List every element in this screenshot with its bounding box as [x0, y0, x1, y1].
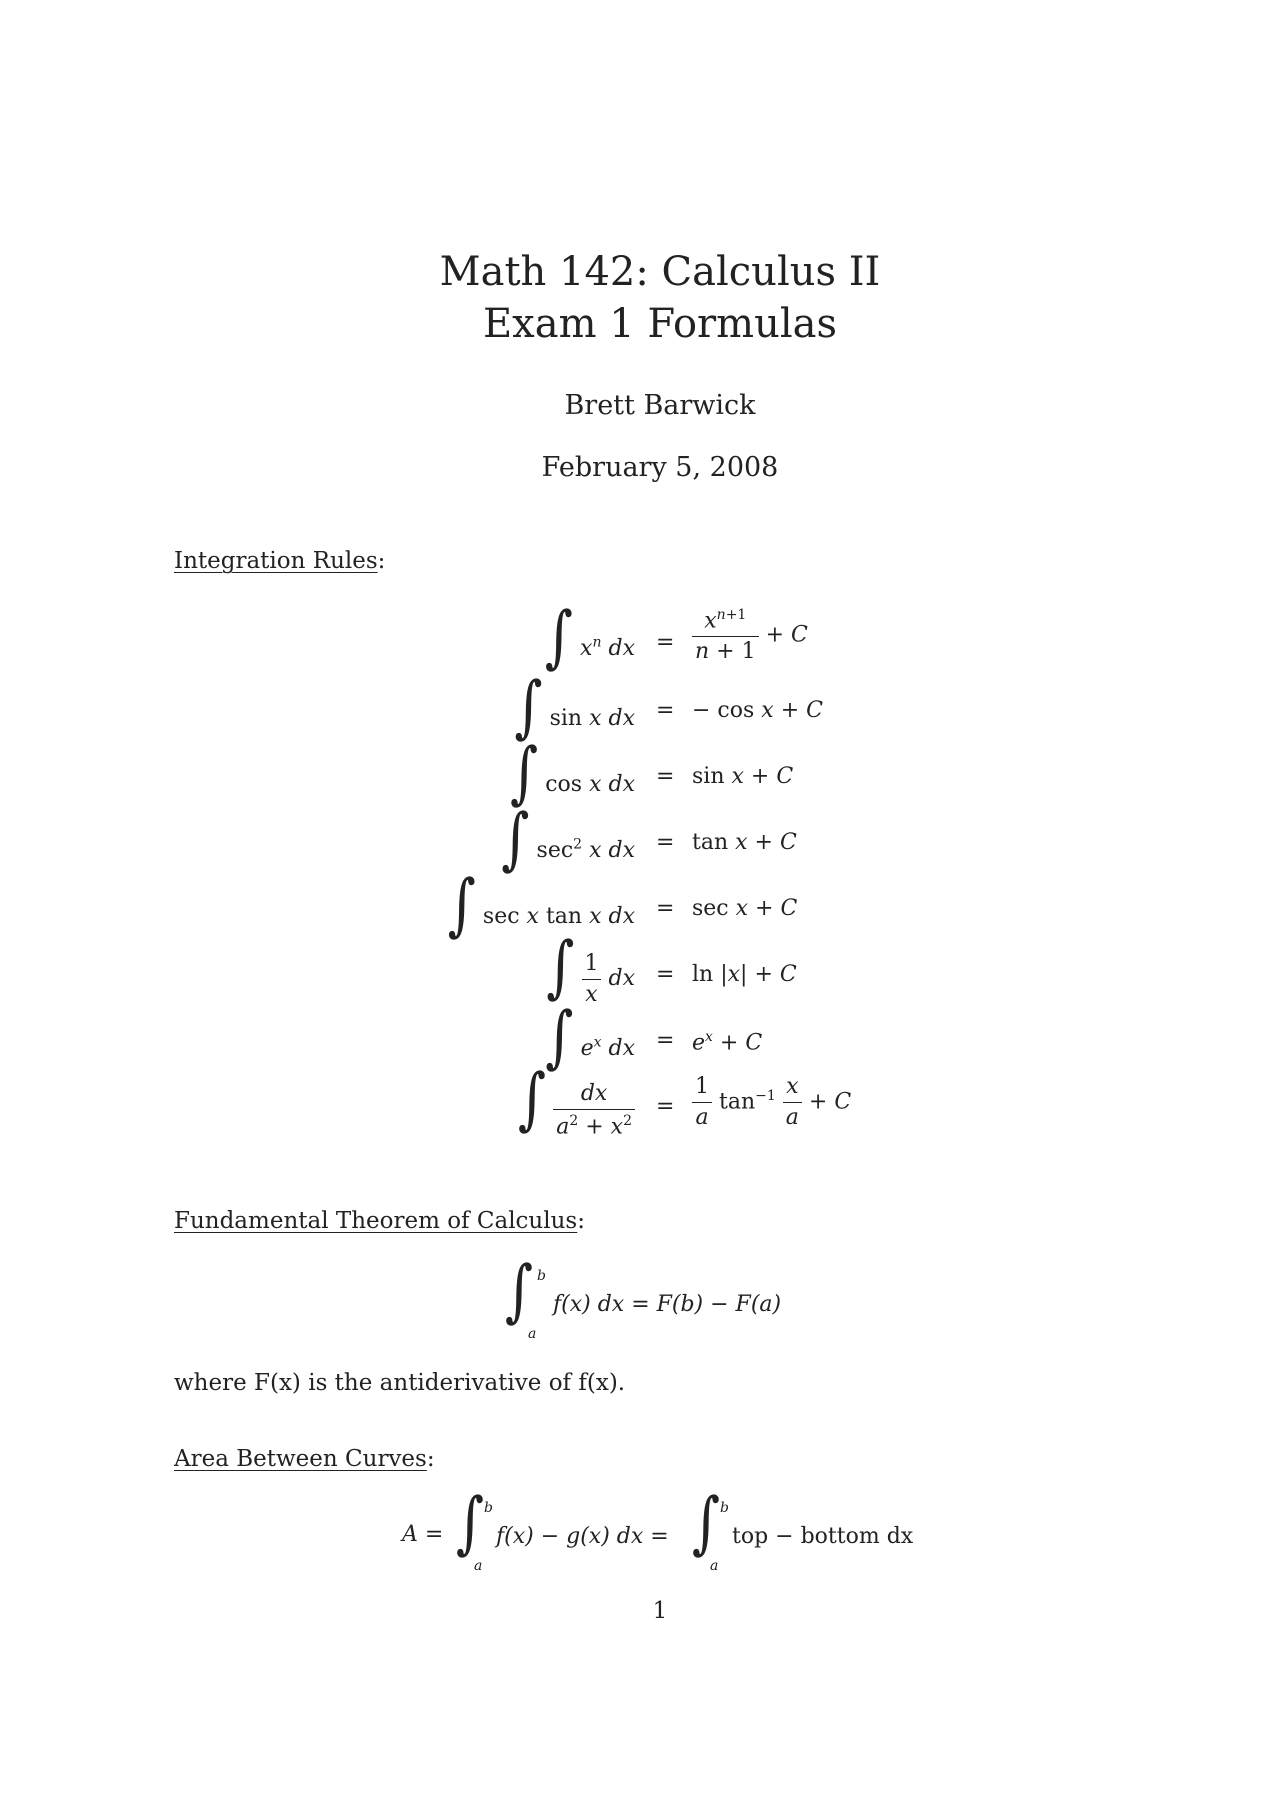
ftc-formula: ∫ [505, 1251, 534, 1330]
area-formula-part1: f(x) − g(x) dx = [496, 1524, 669, 1549]
area-lower-limit-2: a [710, 1558, 719, 1574]
equals-sign: = [656, 764, 675, 789]
integration-rule-lhs: ∫ $\frac{1}{x}$ dx [546, 927, 635, 1007]
date: February 5, 2008 [541, 452, 779, 483]
integration-rule-rhs: sec x + C [692, 896, 798, 921]
integration-rule-rhs: − cos x + C [692, 698, 823, 723]
integration-rule-lhs: ∫ sec x tan x dx [447, 865, 635, 944]
integration-rule-rhs: sin x + C [692, 764, 794, 789]
equals-sign: = [656, 896, 675, 921]
integration-rule-rhs: $\frac{x^{n+1}}{n + 1}$ + C [692, 608, 808, 663]
equals-sign: = [656, 830, 675, 855]
equals-sign: = [656, 630, 675, 655]
page-subtitle: Exam 1 Formulas [482, 301, 838, 347]
equals-sign: = [656, 698, 675, 723]
integration-rule-lhs: ∫ $e^x$ dx [545, 997, 635, 1076]
ftc-upper-limit: b [537, 1268, 546, 1284]
integration-rule-rhs: $e^x + C$ [692, 1029, 763, 1056]
integration-rule-rhs: tan x + C [692, 830, 797, 855]
equals-sign: = [656, 1094, 675, 1119]
section-heading-area: Area Between Curves: [174, 1446, 435, 1472]
ftc-note: where F(x) is the antiderivative of f(x). [174, 1370, 626, 1396]
area-integral-2: ∫ [692, 1483, 721, 1562]
integration-rule-lhs: ∫ sin x dx [514, 667, 635, 746]
equals-sign: = [656, 1028, 675, 1053]
area-integral-1: ∫ [456, 1483, 485, 1562]
equals-sign: = [656, 962, 675, 987]
integration-rule-lhs: ∫ $x^n$ dx [544, 597, 635, 676]
integration-rule-lhs: ∫ $\sec^2 x$ dx [501, 799, 635, 878]
author: Brett Barwick [564, 390, 756, 421]
page-title: Math 142: Calculus II [439, 249, 881, 295]
integration-rule-rhs: $\frac{1}{a}$ $\tan^{-1}$ $\frac{x}{a}$ + C [692, 1076, 851, 1129]
ftc-formula-text: f(x) dx = F(b) − F(a) [553, 1292, 782, 1317]
integration-rule-lhs: ∫ $\frac{dx}{a^2 + x^2}$ [518, 1072, 635, 1139]
area-upper-limit-1: b [484, 1500, 493, 1516]
area-lower-limit-1: a [474, 1558, 483, 1574]
integration-rule-rhs: ln |x| + C [692, 962, 797, 987]
ftc-lower-limit: a [528, 1326, 537, 1342]
page-number: 1 [652, 1598, 668, 1624]
section-heading-integration-rules: Integration Rules: [174, 548, 386, 574]
section-heading-ftc: Fundamental Theorem of Calculus: [174, 1208, 585, 1234]
area-upper-limit-2: b [720, 1500, 729, 1516]
area-formula-part2: top − bottom dx [732, 1524, 914, 1549]
area-formula-a: A = [402, 1522, 444, 1547]
integration-rule-lhs: ∫ cos x dx [510, 733, 635, 812]
